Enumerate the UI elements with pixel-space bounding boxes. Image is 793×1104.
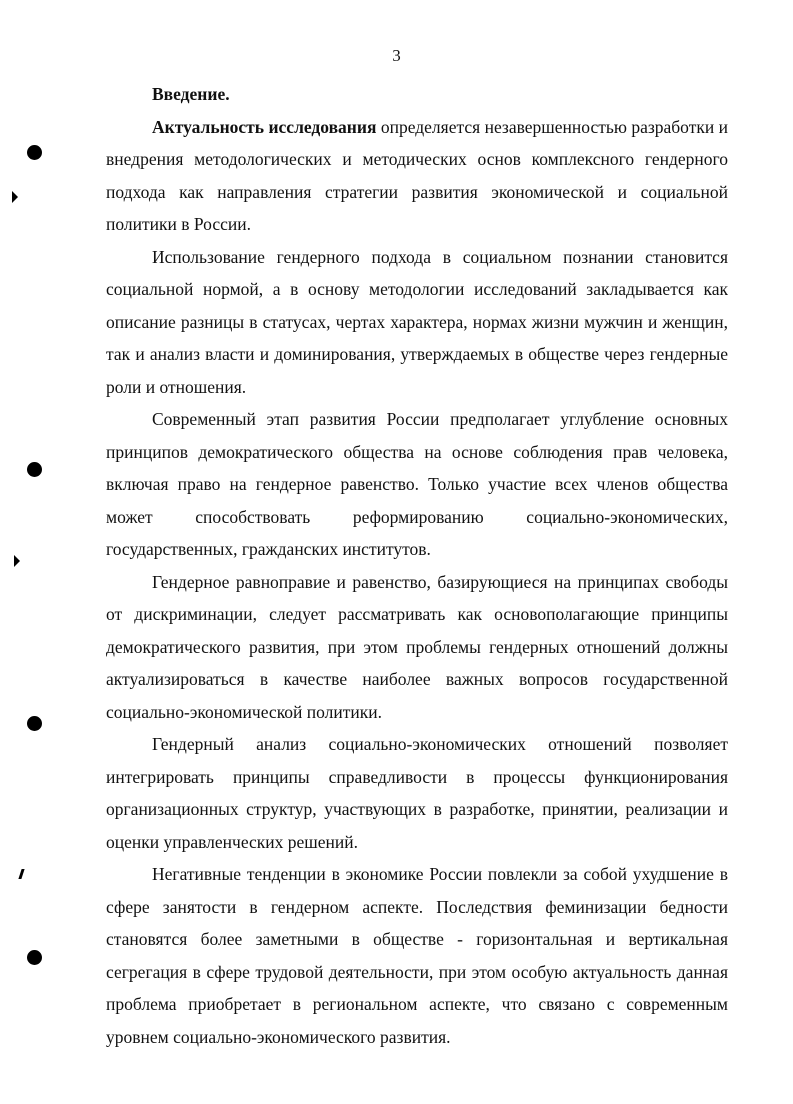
paragraph-text: определяется незавершенностью разработки и внедрения методологических и методических основ комплексного гендерного подхода как направления стратегии развития экономической и социальной политики в России. [106, 116, 728, 234]
binder-hole-mark [27, 145, 42, 160]
scan-speck-mark [14, 555, 20, 567]
paragraph-gender-approach [106, 241, 728, 404]
paragraph-negative-trends [106, 858, 728, 1053]
section-heading: Введение. [152, 84, 230, 104]
paragraph-relevance [106, 111, 728, 241]
scan-speck-mark [18, 869, 24, 879]
paragraph-current-stage [106, 403, 728, 566]
paragraph-text: Современный этап развития России предполагает углубление основных принципов демократического общества на основе соблюдения прав человека, включая право на гендерное равенство. Только участие всех членов общества может способствовать реформированию социально-экономических, государственных, гражданских институтов. [106, 409, 728, 559]
paragraph-text: Гендерный анализ социально-экономических отношений позволяет интегрировать принципы справедливости в процессы функционирования организационных структур, участвующих в разработке, принятии, реализации и оценки управленческих решений. [106, 734, 728, 852]
paragraph-gender-equality [106, 566, 728, 729]
document-body [106, 78, 728, 1053]
binder-hole-mark [27, 950, 42, 965]
scan-speck-mark [12, 191, 18, 203]
page-number: 3 [392, 46, 401, 65]
paragraph-lead: Актуальность исследования [152, 116, 377, 137]
paragraph-text: Использование гендерного подхода в социальном познании становится социальной нормой, а в основу методологии исследований закладывается как описание разницы в статусах, чертах характера, нормах жизни мужчин и женщин, так и анализ власти и доминирования, утверждаемых в обществе через гендерные роли и отношения. [106, 246, 728, 397]
paragraph-gender-analysis [106, 728, 728, 858]
paragraph-text: Гендерное равноправие и равенство, базирующиеся на принципах свободы от дискриминации, следует рассматривать как основополагающие принципы демократического развития, при этом проблемы гендерных отношений должны актуализироваться в качестве наиболее важных вопросов государственной социально-экономической политики. [106, 571, 728, 722]
paragraph-text: Негативные тенденции в экономике России повлекли за собой ухудшение в сфере занятости в гендерном аспекте. Последствия феминизации бедности становятся более заметными в обществе - горизонтальная и вертикальная сегрегация в сфере трудовой деятельности, при этом особую актуальность данная проблема приобретает в региональном аспекте, что связано с современным уровнем социально-экономического развития. [106, 864, 728, 1047]
binder-hole-mark [27, 462, 42, 477]
binder-hole-mark [27, 716, 42, 731]
